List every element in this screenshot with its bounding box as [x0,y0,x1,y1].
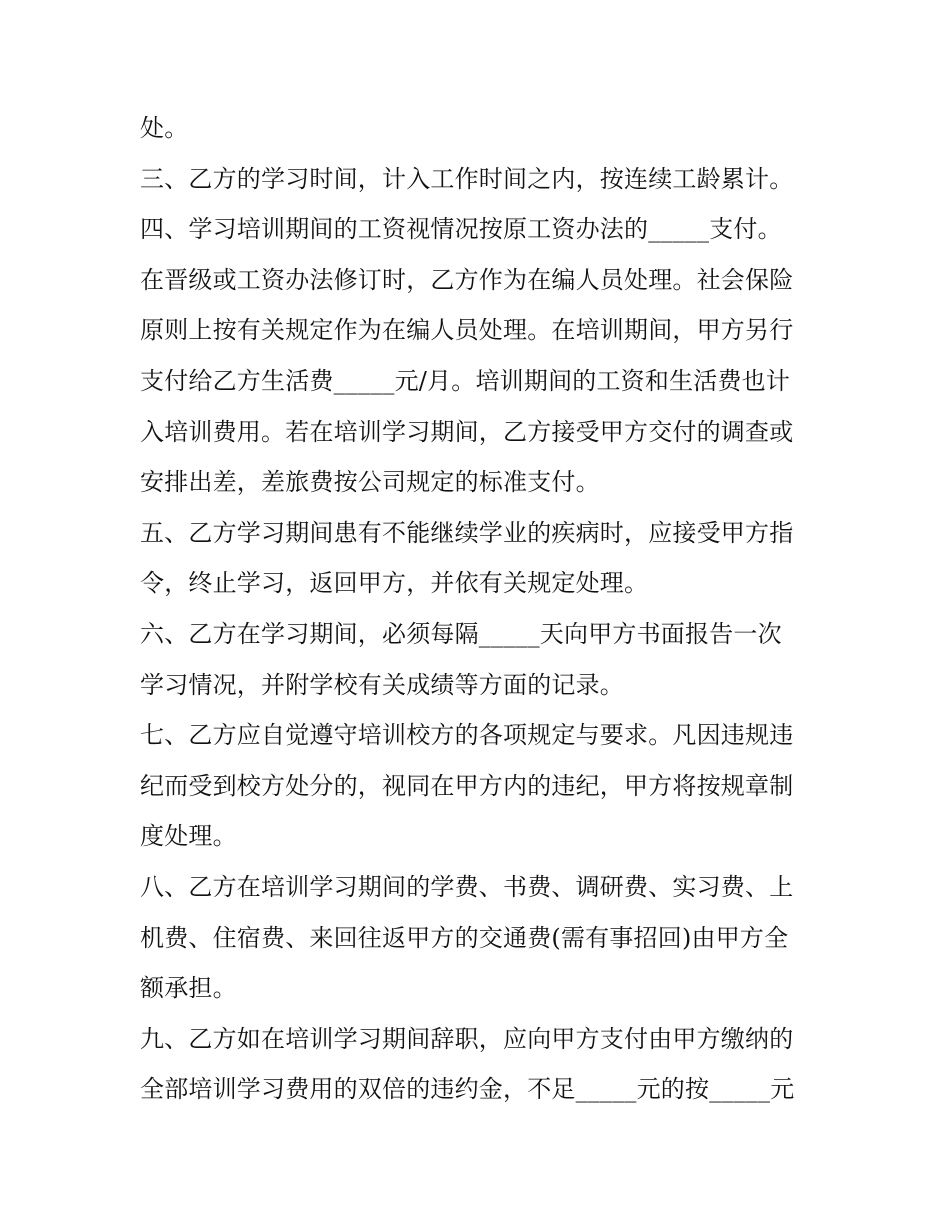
text-line: 纪而受到校方处分的，视同在甲方内的违纪，甲方将按规章制 [140,771,794,800]
text-line: 原则上按有关规定作为在编人员处理。在培训期间，甲方另行 [140,316,794,345]
text-line: 四、学习培训期间的工资视情况按原工资办法的_____支付。 [140,215,782,244]
text-line: 令，终止学习，返回甲方，并依有关规定处理。 [140,569,649,598]
text-line: 入培训费用。若在培训学习期间，乙方接受甲方交付的调查或 [140,417,794,446]
text-line: 七、乙方应自觉遵守培训校方的各项规定与要求。凡因违规违 [140,721,794,750]
text-line: 支付给乙方生活费_____元/月。培训期间的工资和生活费也计 [140,366,791,395]
text-line: 三、乙方的学习时间，计入工作时间之内，按连续工龄累计。 [140,164,794,193]
text-line: 处。 [140,114,189,142]
contract-text [140,108,830,1120]
text-line: 九、乙方如在培训学习期间辞职，应向甲方支付由甲方缴纳的 [140,1024,794,1053]
text-line: 五、乙方学习期间患有不能继续学业的疾病时，应接受甲方指 [140,518,794,547]
text-line: 在晋级或工资办法修订时，乙方作为在编人员处理。社会保险 [140,265,794,294]
text-line: 学习情况，并附学校有关成绩等方面的记录。 [140,670,624,699]
text-line: 额承担。 [140,974,237,1003]
text-line: 度处理。 [140,822,237,851]
text-line: 六、乙方在学习期间，必须每隔_____天向甲方书面报告一次 [140,619,782,648]
text-line: 安排出差，差旅费按公司规定的标准支付。 [140,468,600,497]
text-line: 八、乙方在培训学习期间的学费、书费、调研费、实习费、上 [140,872,794,901]
text-line: 全部培训学习费用的双倍的违约金，不足_____元的按_____元 [140,1075,795,1104]
text-line: 机费、住宿费、来回往返甲方的交通费(需有事招回)由甲方全 [140,923,789,952]
